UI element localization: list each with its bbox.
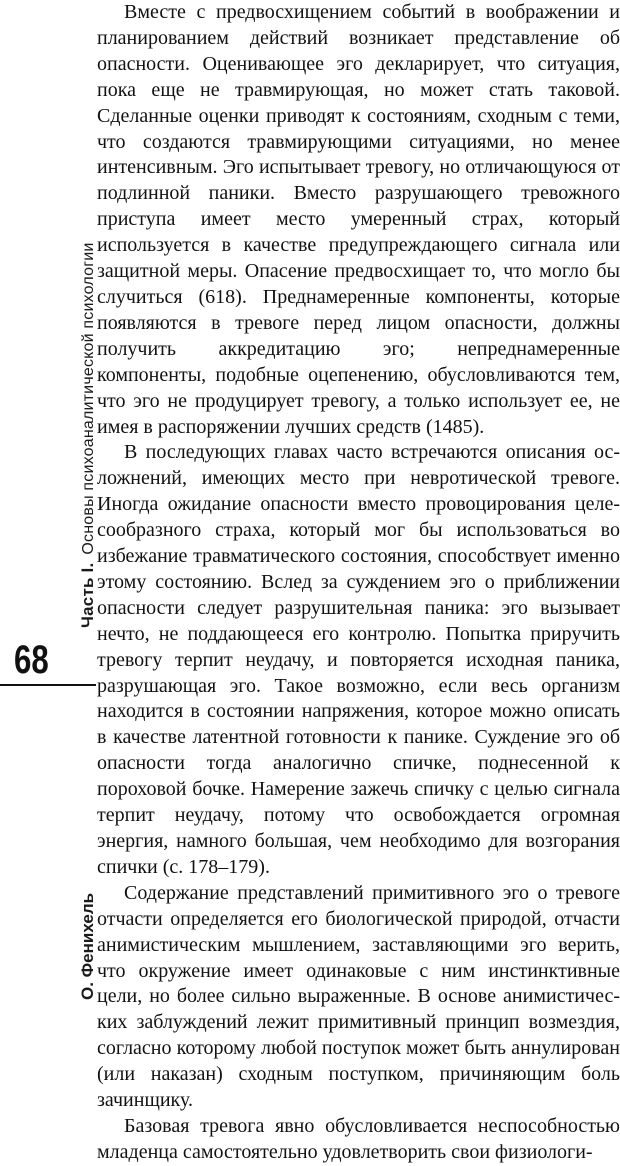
running-head (78, 242, 98, 628)
part-label: Часть I. (78, 562, 97, 628)
paragraph-2: В последующих главах часто встречаются описания осложнений, имеющих место при невротической тревоге. Иногда ожидание опасности вместо провоцирования целесообразного страха, который мог бы использоваться во избежание травматического состояния, способствует именно этому состоянию. Вслед за суждением эго о приближении опасности следует разрушительная паника: эго вызывает нечто, не поддающееся его контролю. Попытка приручить тревогу терпит неудачу, и повторяется исходная паника, разрушающая эго. Такое возможно, если весь организм находится в состоянии напряжения, которое можно описать в качестве латентной готовности к панике. Суждение эго об опасности тогда аналогично спичке, поднесенной к пороховой бочке. Намерение зажечь спичку с целью сигнала терпит неудачу, потому что освобождается огромная энергия, намного большая, чем необходимо для возгорания спички (с. 178–179). (97, 441, 620, 878)
author-name: О. Фенихель (78, 892, 97, 1000)
paragraph-4: Базовая тревога явно обусловливается неспособностью младенца самостоятельно удовлетворить свои физиологи- (97, 1114, 620, 1163)
paragraph-3: Содержание представлений примитивного эго о тревоге отчасти определяется его биологической природой, отчасти анимистическим мышлением, заставляющими эго верить, что окружение имеет одинаковые с ним инстинктивные цели, но более сильно выраженные. В основе анимистических заблуждений лежит примитивный принцип возмездия, согласно которому любой поступок может быть аннулирован (или наказан) сходным поступком, причиняющим боль зачинщику. (97, 881, 620, 1112)
paragraph-1: Вместе с предвосхищением событий в воображении и планированием действий возникает представление об опасности. Оценивающее эго декларирует, что ситуация, пока еще не травмирующая, но может стать таковой. Сделанные оценки приводят к состояниям, сходным с теми, что создаются травмирующими ситуациями, но менее интенсивным. Эго испытывает тревогу, но отличающуюся от подлинной паники. Вместо разрушающего тревожного приступа имеет место умеренный страх, который используется в качестве предупреждающего сигнала или защитной меры. Опасение предвосхищает то, что могло бы случиться (618). Преднамеренные компоненты, которые появляются в тревоге перед лицом опасности, должны получить аккредитацию эго; непреднамеренные компоненты, подобные оцепенению, обусловливаются тем, что эго не продуцирует тревогу, а только использует ее, не имея в распоряжении лучших средств (1485). (97, 1, 620, 438)
page-number-rule (0, 684, 96, 686)
body-text (97, 0, 620, 1166)
page-margin-sidebar (0, 0, 95, 1003)
part-title: Основы психоаналитической психологии (80, 242, 97, 555)
page-number: 68 (14, 638, 49, 682)
